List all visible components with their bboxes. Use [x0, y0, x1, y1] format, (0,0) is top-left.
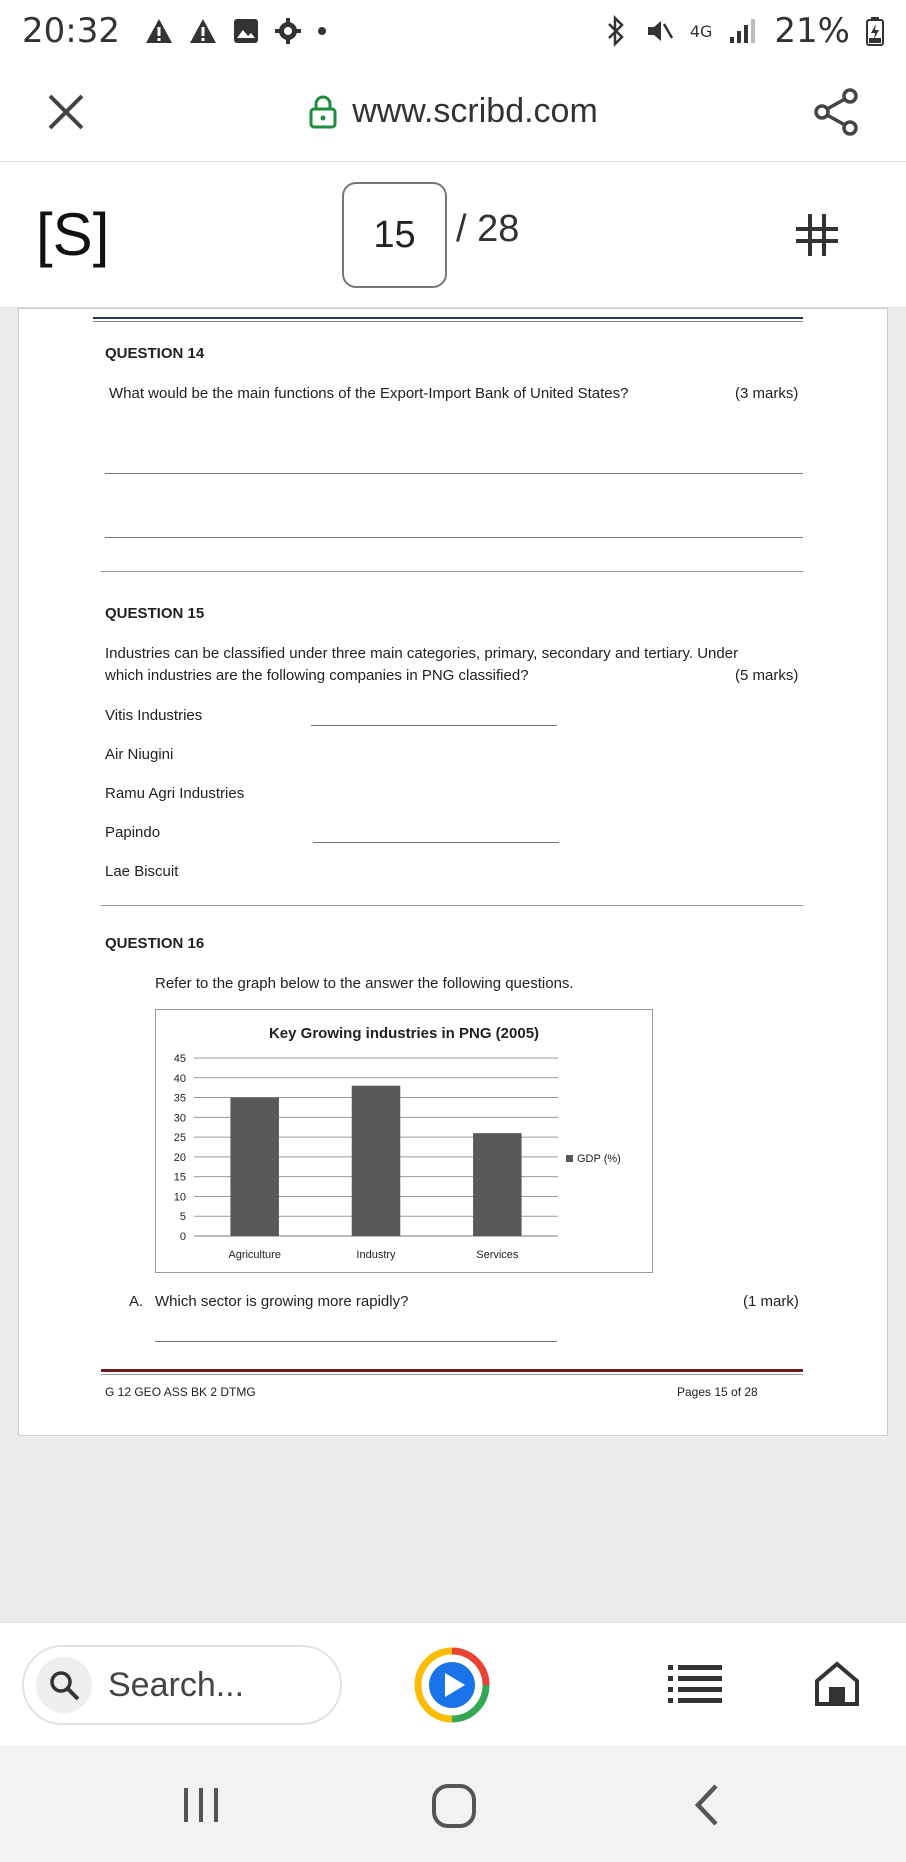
battery-percent: 21%: [774, 11, 850, 51]
section-divider: [101, 571, 803, 572]
x-tick-label: Industry: [356, 1249, 396, 1261]
company-item: Lae Biscuit: [105, 863, 179, 880]
question-14-text: What would be the main functions of the Export-Import Bank of United States?: [109, 385, 629, 402]
question-16-intro: Refer to the graph below to the answer the following questions.: [155, 975, 574, 992]
question-15-title: QUESTION 15: [105, 605, 205, 622]
legend-swatch: [566, 1155, 573, 1162]
question-15-marks: (5 marks): [735, 667, 799, 684]
question-16-title: QUESTION 16: [105, 935, 205, 952]
total-pages: / 28: [456, 208, 520, 250]
chart-frame: [155, 1009, 653, 1273]
y-tick-label: 10: [173, 1191, 186, 1204]
answer-line: [105, 537, 803, 538]
question-a-text: Which sector is growing more rapidly?: [155, 1293, 409, 1310]
document-toolbar: [0, 162, 906, 308]
y-tick-label: 45: [173, 1053, 186, 1065]
answer-line: [313, 842, 559, 843]
y-tick-label: 25: [173, 1132, 186, 1145]
close-icon[interactable]: [44, 90, 88, 134]
bar-agriculture: [230, 1098, 279, 1236]
browser-url-bar: [0, 62, 906, 162]
network-type-label: 4G: [689, 21, 713, 41]
question-a-label: A.: [129, 1293, 144, 1310]
company-item: Air Niugini: [105, 746, 174, 763]
answer-line: [105, 473, 803, 474]
mute-vibrate-icon: [644, 16, 674, 46]
y-tick-label: 40: [173, 1072, 186, 1085]
question-15-text-line1: Industries can be classified under three main categories, primary, secondary and tertiary. Under: [105, 645, 739, 662]
x-tick-label: Agriculture: [228, 1249, 281, 1261]
question-a-marks: (1 mark): [743, 1293, 799, 1310]
notification-dot-icon: [316, 25, 328, 37]
scribd-logo[interactable]: [S]: [36, 201, 110, 268]
bar-industry: [352, 1086, 401, 1236]
signal-icon: [728, 17, 758, 45]
x-tick-label: Services: [476, 1249, 519, 1261]
system-nav-bar: [0, 1746, 906, 1862]
lock-icon: [308, 95, 338, 129]
search-icon-button[interactable]: [36, 1657, 92, 1713]
bar-services: [473, 1133, 522, 1236]
settings-gear-icon: [274, 17, 302, 45]
header-rule: [93, 321, 803, 322]
status-time: 20:32: [22, 11, 120, 51]
table-of-contents-icon[interactable]: [668, 1663, 722, 1705]
home-button-icon[interactable]: [430, 1782, 478, 1830]
y-tick-label: 20: [173, 1151, 186, 1164]
y-tick-label: 35: [173, 1092, 186, 1105]
footer-rule: [101, 1374, 803, 1375]
home-icon[interactable]: [812, 1659, 862, 1709]
document-viewer[interactable]: [0, 308, 906, 1622]
y-tick-label: 0: [179, 1231, 186, 1243]
company-item: Vitis Industries: [105, 707, 203, 724]
reader-bottom-nav: [0, 1622, 906, 1746]
company-item: Papindo: [105, 824, 161, 841]
y-tick-label: 5: [179, 1211, 186, 1224]
image-icon: [232, 17, 260, 45]
back-icon[interactable]: [688, 1782, 728, 1828]
url-display[interactable]: [308, 92, 598, 131]
question-15-text-line2: which industries are the following companies in PNG classified?: [105, 667, 529, 684]
y-tick-label: 15: [173, 1171, 186, 1184]
company-item: Ramu Agri Industries: [105, 785, 245, 802]
section-divider: [101, 905, 803, 906]
header-rule: [93, 317, 803, 319]
search-placeholder: Search...: [108, 1665, 245, 1704]
current-page-input[interactable]: 15: [342, 182, 447, 288]
footer-right: Pages 15 of 28: [677, 1385, 758, 1399]
question-14-marks: (3 marks): [735, 385, 799, 402]
y-tick-label: 30: [173, 1112, 186, 1125]
legend-label: GDP (%): [577, 1153, 621, 1165]
chart-title: Key Growing industries in PNG (2005): [268, 1025, 540, 1042]
footer-left: G 12 GEO ASS BK 2 DTMG: [105, 1385, 256, 1399]
document-page: [18, 308, 888, 1436]
bluetooth-icon: [604, 15, 628, 47]
share-icon[interactable]: [810, 86, 862, 138]
warning-icon: [144, 17, 174, 45]
question-14-title: QUESTION 14: [105, 345, 205, 362]
status-bar: [0, 0, 906, 62]
url-text: www.scribd.com: [352, 92, 598, 130]
play-audiobook-icon[interactable]: [412, 1645, 492, 1725]
battery-charging-icon: [866, 16, 884, 46]
footer-rule: [101, 1369, 803, 1372]
outline-grid-icon[interactable]: [794, 212, 840, 258]
recent-apps-icon[interactable]: [178, 1782, 224, 1828]
bar-chart: [156, 1010, 654, 1274]
search-box[interactable]: [22, 1645, 342, 1725]
warning-icon: [188, 17, 218, 45]
answer-line: [311, 725, 557, 726]
answer-line: [155, 1341, 557, 1342]
search-icon: [47, 1668, 81, 1702]
